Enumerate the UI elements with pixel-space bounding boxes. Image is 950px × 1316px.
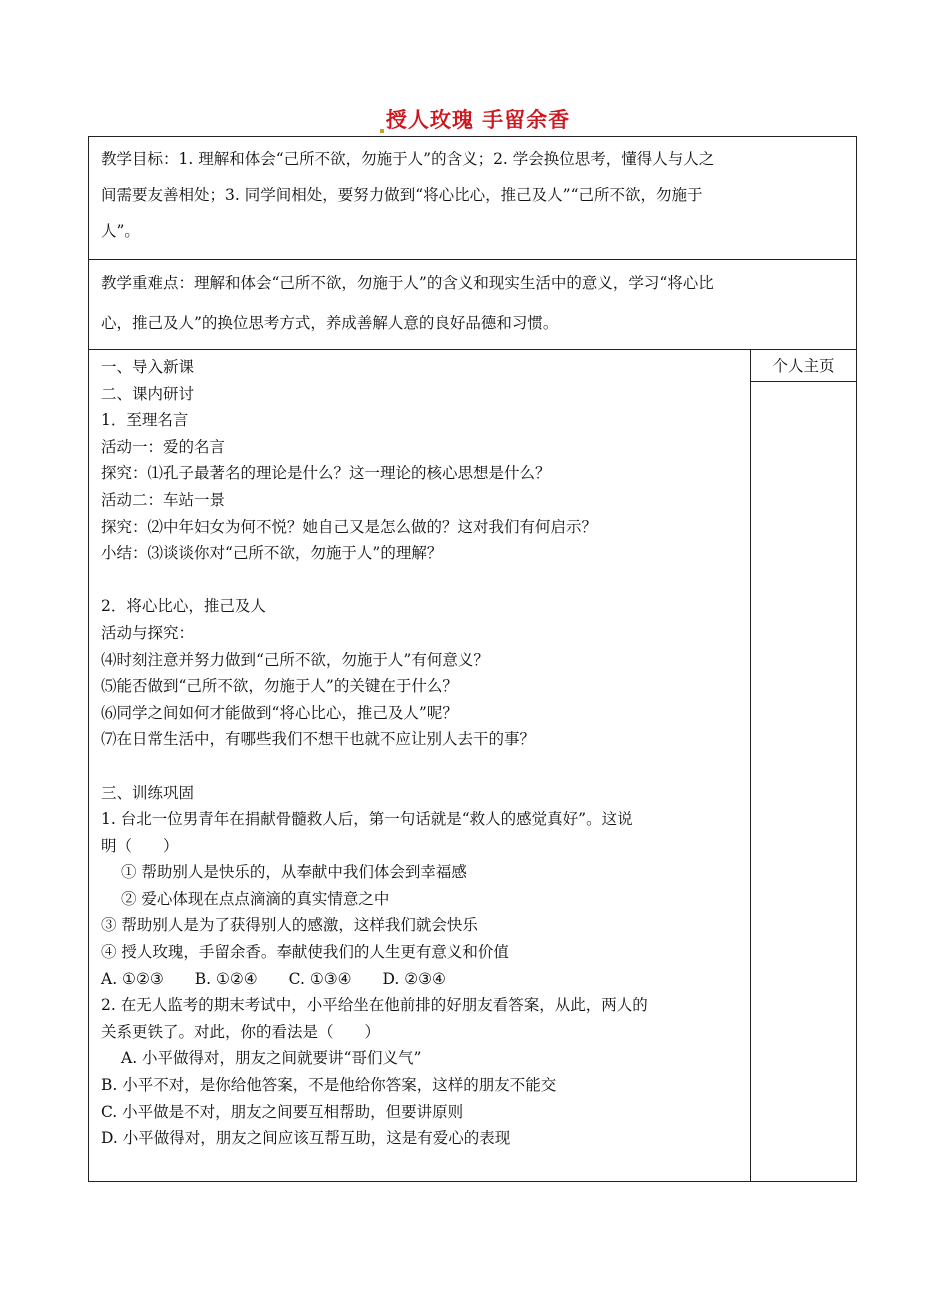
activity-label: 活动二：车站一景: [101, 490, 226, 509]
exercise-stem: 关系更铁了。对此，你的看法是（ ）: [101, 1022, 381, 1041]
section-heading: 二、课内研讨: [101, 384, 195, 403]
exercise-option: ② 爱心体现在点点滴滴的真实情意之中: [121, 889, 390, 908]
question-line: 探究：⑴孔子最著名的理论是什么？这一理论的核心思想是什么？: [101, 464, 551, 483]
question-line: ⑺在日常生活中，有哪些我们不想干也就不应让别人去干的事？: [101, 730, 536, 749]
key-points-line: 教学重难点：理解和体会“己所不欲，勿施于人”的含义和现实生活中的意义，学习“将心比: [101, 274, 714, 292]
exercise-option: A. 小平做得对，朋友之间就要讲“哥们义气”: [121, 1049, 422, 1068]
exercise-option: C. 小平做是不对，朋友之间要互相帮助，但要讲原则: [101, 1102, 464, 1121]
activity-label: 活动一：爱的名言: [101, 437, 226, 456]
exercise-stem: 1. 台北一位男青年在捐献骨髓救人后，第一句话就是“救人的感觉真好”。这说: [101, 810, 633, 829]
key-points-cell: [89, 260, 856, 350]
question-line: ⑷时刻注意并努力做到“己所不欲，勿施于人”有何意义？: [101, 650, 489, 669]
page-title: [0, 104, 950, 134]
goals-line: 教学目标：1. 理解和体会“己所不欲，勿施于人”的含义；2. 学会换位思考，懂得人与人之: [101, 150, 715, 168]
exercise-stem: 明（ ）: [101, 836, 179, 855]
section-heading: 三、训练巩固: [101, 783, 195, 802]
lesson-table: [88, 136, 857, 1182]
title-text: 授人玫瑰 手留余香: [385, 108, 571, 132]
part-heading: 1．至理名言: [101, 411, 189, 430]
goals-line: 间需要友善相处；3. 同学间相处，要努力做到“将心比心，推己及人”“己所不欲，勿施于: [101, 186, 703, 204]
section-heading: 一、导入新课: [101, 358, 195, 376]
exercise-option: ③ 帮助别人是为了获得别人的感激，这样我们就会快乐: [101, 916, 478, 935]
question-line: ⑹同学之间如何才能做到“将心比心，推己及人”呢？: [101, 703, 458, 722]
exercise-option: ④ 授人玫瑰，手留余香。奉献使我们的人生更有意义和价值: [101, 943, 509, 962]
exercise-choices: A. ①②③ B. ①②④ C. ①③④ D. ②③④: [101, 969, 446, 988]
personal-notes-column: [751, 350, 856, 1181]
exercise-option: D. 小平做得对，朋友之间应该互帮互助，这是有爱心的表现: [101, 1129, 511, 1148]
personal-notes-header: 个人主页: [751, 350, 856, 382]
exercise-option: B. 小平不对，是你给他答案，不是他给你答案，这样的朋友不能交: [101, 1076, 557, 1095]
teaching-goals-cell: [89, 137, 856, 260]
exercise-stem: 2. 在无人监考的期末考试中，小平给坐在他前排的好朋友看答案，从此，两人的: [101, 996, 648, 1015]
key-points-line: 心，推己及人”的换位思考方式，养成善解人意的良好品德和习惯。: [101, 314, 559, 332]
goals-line: 人”。: [101, 222, 140, 240]
question-line: 探究：⑵中年妇女为何不悦？她自己又是怎么做的？这对我们有何启示？: [101, 517, 598, 536]
exercise-option: ① 帮助别人是快乐的，从奉献中我们体会到幸福感: [121, 863, 467, 882]
activity-label: 活动与探究：: [101, 623, 195, 642]
question-line: ⑸能否做到“己所不欲，勿施于人”的关键在于什么？: [101, 677, 458, 696]
question-line: 小结：⑶谈谈你对“己所不欲，勿施于人”的理解？: [101, 544, 443, 563]
decorative-dot-icon: [380, 129, 384, 133]
part-heading: 2．将心比心，推己及人: [101, 597, 266, 616]
lesson-content-cell: [89, 350, 751, 1181]
